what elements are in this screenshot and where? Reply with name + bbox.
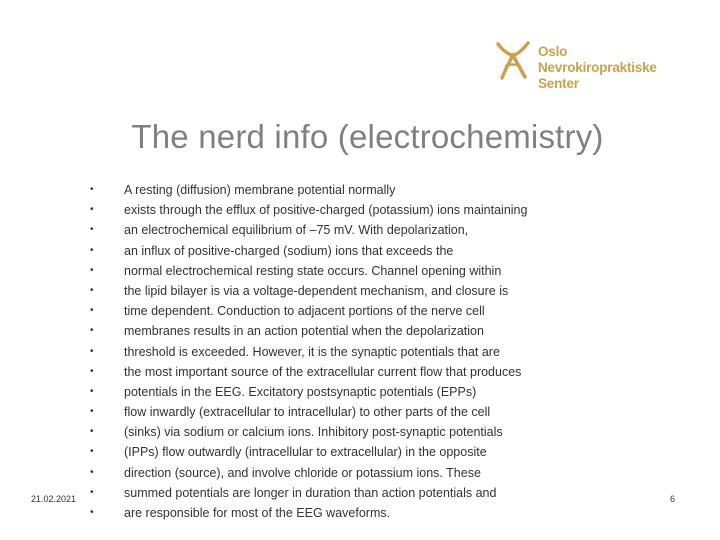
bullet-text: an electrochemical equilibrium of –75 mV. With depolarization, — [124, 223, 469, 238]
bullet-row — [88, 241, 588, 261]
logo-figure-icon — [494, 40, 534, 82]
footer-date: 21.02.2021 — [31, 494, 77, 504]
bullet-icon: • — [90, 426, 94, 438]
bullet-text: time dependent. Conduction to adjacent portions of the nerve cell — [124, 304, 485, 319]
bullet-row — [88, 483, 588, 503]
bullet-row — [88, 442, 588, 462]
bullet-icon: • — [90, 184, 94, 195]
bullet-row — [88, 200, 588, 220]
bullet-icon: • — [90, 224, 94, 236]
bullet-row — [88, 281, 588, 301]
bullet-text: flow inwardly (extracellular to intracellular) to other parts of the cell — [124, 405, 491, 420]
bullet-text: an influx of positive-charged (sodium) ions that exceeds the — [124, 243, 454, 258]
bullet-row — [88, 382, 588, 402]
bullet-row — [88, 321, 588, 341]
bullet-text: the lipid bilayer is via a voltage-dependent mechanism, and closure is — [124, 283, 509, 298]
bullet-row — [88, 261, 588, 281]
bullet-row — [88, 342, 588, 362]
bullet-icon: • — [90, 305, 94, 317]
logo-line-2: Nevrokiropraktiske Senter — [538, 60, 657, 91]
bullet-row — [88, 422, 588, 442]
bullet-text: (sinks) via sodium or calcium ions. Inhibitory post-synaptic potentials — [124, 425, 503, 440]
bullet-text: potentials in the EEG. Excitatory postsynaptic potentials (EPPs) — [124, 384, 477, 399]
bullet-icon: • — [90, 406, 94, 418]
bullet-text: the most important source of the extracellular current flow that produces — [124, 364, 522, 379]
bullet-row — [88, 503, 588, 523]
bullet-icon: • — [90, 264, 94, 276]
bullet-row — [88, 362, 588, 382]
bullet-text: membranes results in an action potential when the depolarization — [124, 324, 484, 339]
bullet-icon: • — [90, 345, 94, 357]
bullet-text: normal electrochemical resting state occurs. Channel opening within — [124, 263, 502, 278]
bullet-row — [88, 220, 588, 240]
bullet-list — [88, 180, 588, 523]
bullet-icon: • — [90, 365, 94, 377]
bullet-text: exists through the efflux of positive-charged (potassium) ions maintaining — [124, 203, 528, 218]
bullet-icon: • — [90, 284, 94, 296]
bullet-text: A resting (diffusion) membrane potential normally — [124, 183, 396, 197]
page-number: 6 — [670, 494, 676, 504]
bullet-icon: • — [90, 466, 94, 478]
logo — [494, 40, 694, 91]
slide-title: The nerd info (electrochemistry) — [131, 118, 604, 155]
bullet-row — [88, 463, 588, 483]
bullet-icon: • — [90, 486, 94, 498]
bullet-row — [88, 180, 588, 200]
logo-text — [538, 44, 694, 92]
bullet-icon: • — [90, 507, 94, 518]
logo-line-1: Oslo — [538, 44, 568, 59]
bullet-text: summed potentials are longer in duration than action potentials and — [124, 485, 497, 500]
bullet-icon: • — [90, 244, 94, 256]
bullet-icon: • — [90, 446, 94, 458]
bullet-icon: • — [90, 204, 94, 216]
bullet-row — [88, 301, 588, 321]
bullet-text: direction (source), and involve chloride or potassium ions. These — [124, 465, 481, 480]
bullet-icon: • — [90, 325, 94, 337]
bullet-text: (IPPs) flow outwardly (intracellular to extracellular) in the opposite — [124, 445, 487, 460]
bullet-icon: • — [90, 385, 94, 397]
bullet-text: are responsible for most of the EEG waveforms. — [124, 506, 391, 520]
bullet-row — [88, 402, 588, 422]
bullet-text: threshold is exceeded. However, it is the synaptic potentials that are — [124, 344, 500, 359]
